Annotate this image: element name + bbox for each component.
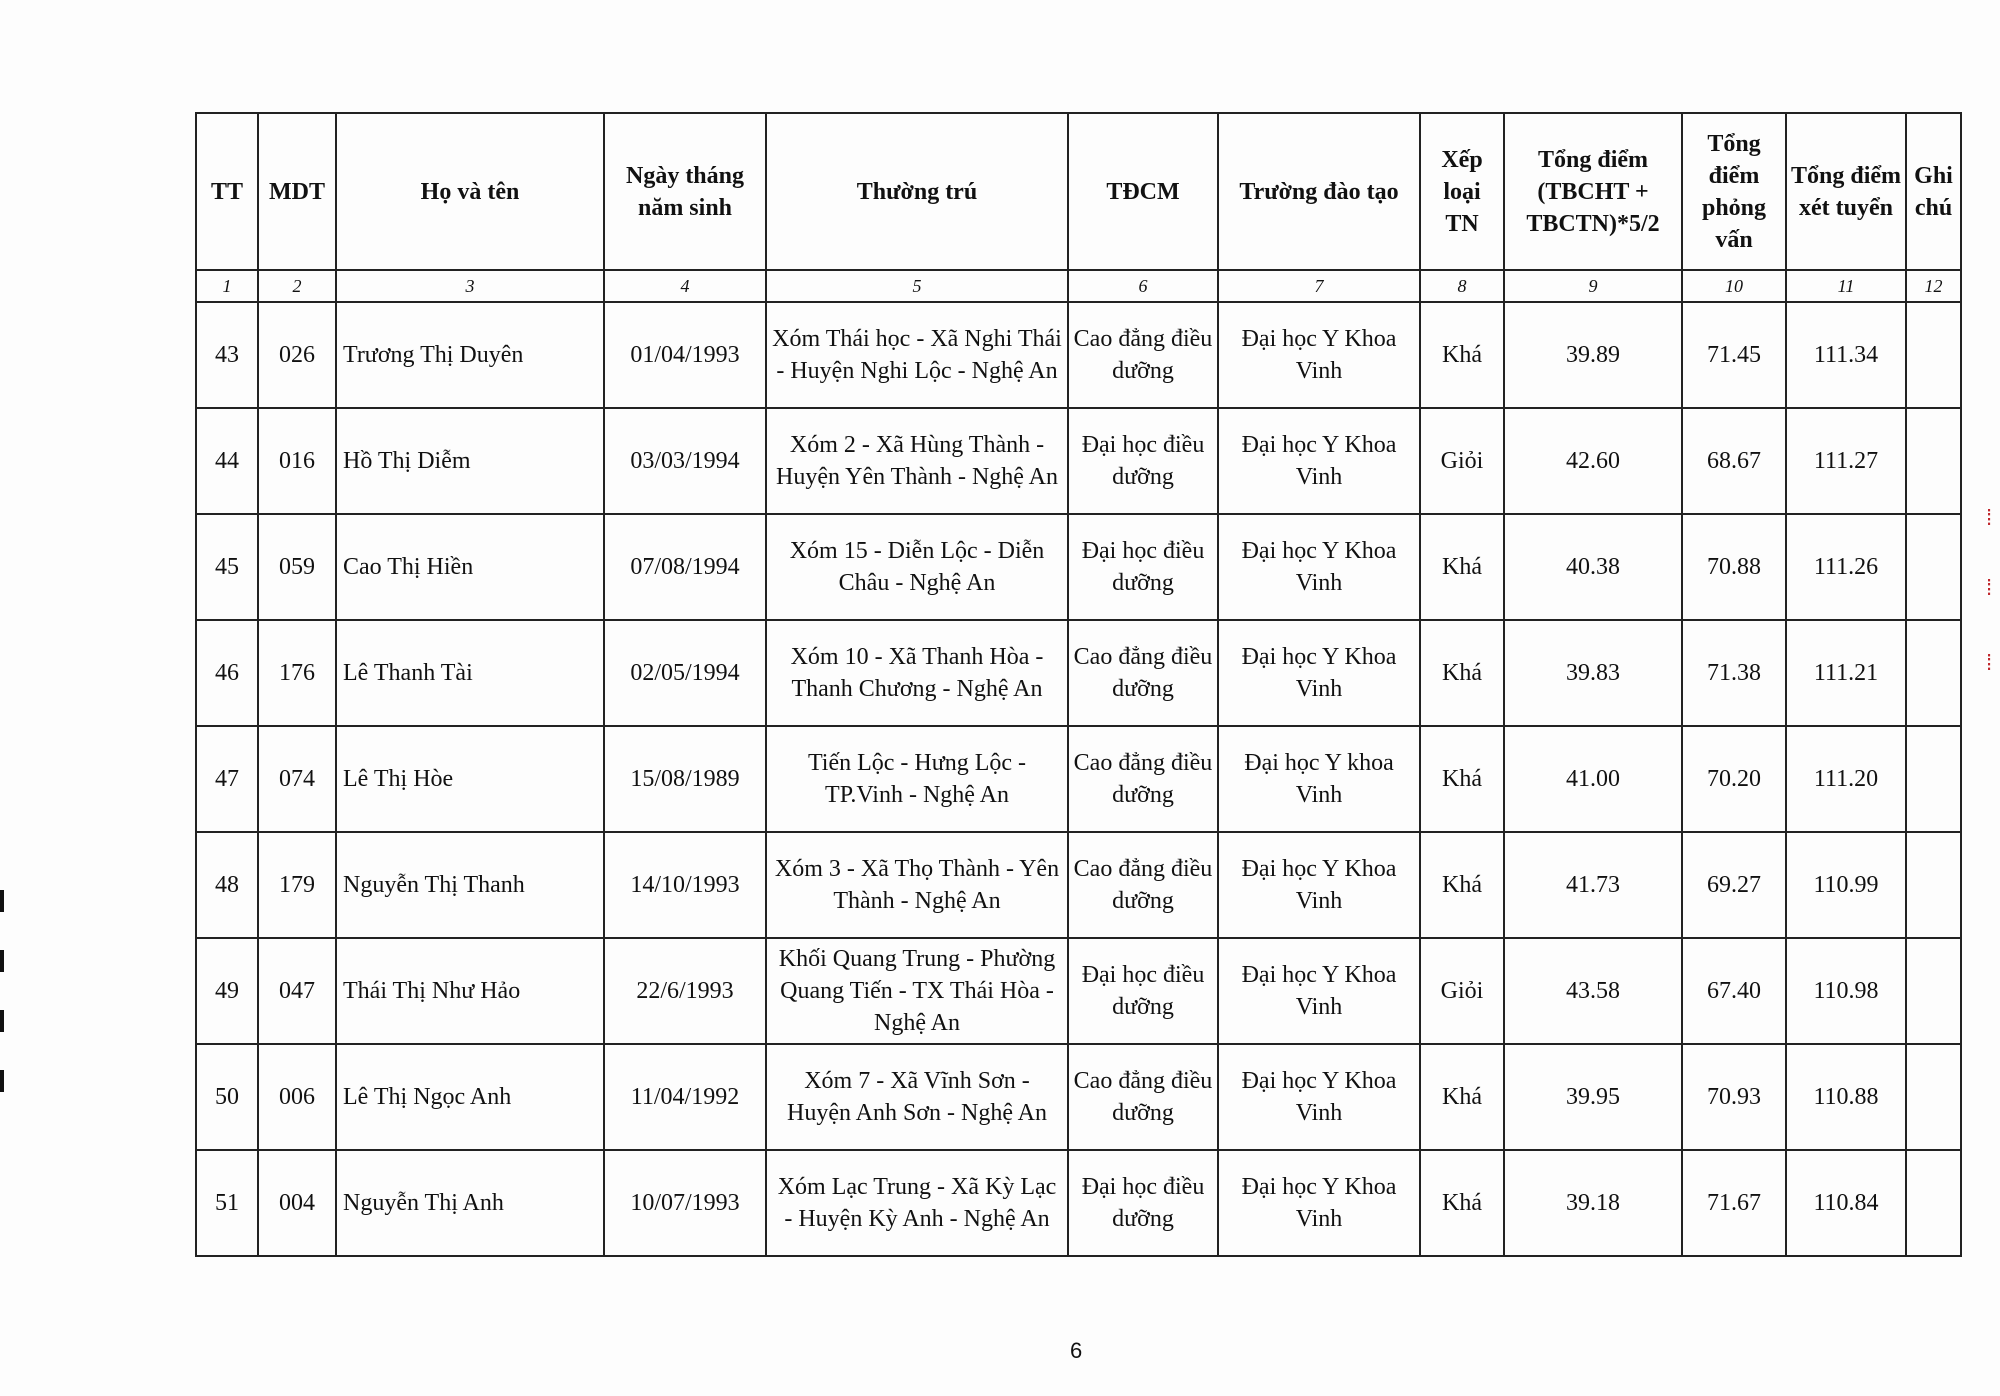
cell-score: 39.18 <box>1504 1150 1682 1256</box>
cell-mdt: 047 <box>258 938 336 1044</box>
table-row <box>196 1150 1961 1256</box>
cell-level: Cao đẳng điều dưỡng <box>1068 1044 1218 1150</box>
cell-school: Đại học Y Khoa Vinh <box>1218 1044 1420 1150</box>
cell-note <box>1906 1150 1961 1256</box>
cell-mdt: 179 <box>258 832 336 938</box>
cell-level: Đại học điều dưỡng <box>1068 1150 1218 1256</box>
column-number: 7 <box>1218 270 1420 302</box>
cell-school: Đại học Y Khoa Vinh <box>1218 514 1420 620</box>
header-address: Thường trú <box>766 113 1068 270</box>
cell-dob: 02/05/1994 <box>604 620 766 726</box>
cell-interview: 70.88 <box>1682 514 1786 620</box>
table-row <box>196 408 1961 514</box>
cell-level: Đại học điều dưỡng <box>1068 408 1218 514</box>
cell-score: 41.73 <box>1504 832 1682 938</box>
cell-school: Đại học Y Khoa Vinh <box>1218 832 1420 938</box>
cell-interview: 71.45 <box>1682 302 1786 408</box>
cell-tt: 48 <box>196 832 258 938</box>
table-row <box>196 620 1961 726</box>
header-tt: TT <box>196 113 258 270</box>
cell-dob: 01/04/1993 <box>604 302 766 408</box>
cell-dob: 11/04/1992 <box>604 1044 766 1150</box>
cell-address: Tiến Lộc - Hưng Lộc - TP.Vinh - Nghệ An <box>766 726 1068 832</box>
cell-address: Xóm 10 - Xã Thanh Hòa - Thanh Chương - Nghệ An <box>766 620 1068 726</box>
table-row <box>196 832 1961 938</box>
cell-total: 110.84 <box>1786 1150 1906 1256</box>
cell-mdt: 074 <box>258 726 336 832</box>
table-row <box>196 514 1961 620</box>
page-number: 6 <box>1070 1338 1083 1363</box>
binding-mark <box>0 890 4 912</box>
column-number: 10 <box>1682 270 1786 302</box>
cell-tt: 50 <box>196 1044 258 1150</box>
results-table-wrapper <box>195 112 1960 1257</box>
cell-total: 111.26 <box>1786 514 1906 620</box>
header-note: Ghi chú <box>1906 113 1961 270</box>
cell-level: Cao đẳng điều dưỡng <box>1068 302 1218 408</box>
cell-note <box>1906 620 1961 726</box>
cell-address: Khối Quang Trung - Phường Quang Tiến - TX Thái Hòa - Nghệ An <box>766 938 1068 1044</box>
stamp-fragment-icon: ⁞ <box>1986 650 1993 675</box>
header-dob: Ngày tháng năm sinh <box>604 113 766 270</box>
cell-total: 111.20 <box>1786 726 1906 832</box>
header-total: Tổng điểm xét tuyển <box>1786 113 1906 270</box>
cell-dob: 03/03/1994 <box>604 408 766 514</box>
cell-mdt: 006 <box>258 1044 336 1150</box>
cell-note <box>1906 514 1961 620</box>
cell-dob: 10/07/1993 <box>604 1150 766 1256</box>
cell-tt: 45 <box>196 514 258 620</box>
cell-rank: Khá <box>1420 1150 1504 1256</box>
cell-interview: 70.93 <box>1682 1044 1786 1150</box>
cell-name: Lê Thị Hòe <box>336 726 604 832</box>
results-table <box>195 112 1962 1257</box>
header-level: TĐCM <box>1068 113 1218 270</box>
cell-school: Đại học Y Khoa Vinh <box>1218 408 1420 514</box>
cell-total: 110.88 <box>1786 1044 1906 1150</box>
cell-rank: Khá <box>1420 302 1504 408</box>
cell-total: 111.34 <box>1786 302 1906 408</box>
cell-tt: 46 <box>196 620 258 726</box>
cell-rank: Khá <box>1420 1044 1504 1150</box>
cell-address: Xóm 2 - Xã Hùng Thành - Huyện Yên Thành - Nghệ An <box>766 408 1068 514</box>
cell-dob: 07/08/1994 <box>604 514 766 620</box>
cell-dob: 15/08/1989 <box>604 726 766 832</box>
binding-mark <box>0 1010 4 1032</box>
cell-tt: 44 <box>196 408 258 514</box>
cell-address: Xóm 15 - Diễn Lộc - Diễn Châu - Nghệ An <box>766 514 1068 620</box>
cell-tt: 43 <box>196 302 258 408</box>
cell-level: Cao đẳng điều dưỡng <box>1068 620 1218 726</box>
cell-name: Lê Thị Ngọc Anh <box>336 1044 604 1150</box>
cell-note <box>1906 832 1961 938</box>
header-score: Tổng điểm (TBCHT + TBCTN)*5/2 <box>1504 113 1682 270</box>
cell-total: 110.98 <box>1786 938 1906 1044</box>
cell-score: 40.38 <box>1504 514 1682 620</box>
header-name: Họ và tên <box>336 113 604 270</box>
cell-school: Đại học Y Khoa Vinh <box>1218 938 1420 1044</box>
header-mdt: MDT <box>258 113 336 270</box>
cell-note <box>1906 726 1961 832</box>
cell-name: Trương Thị Duyên <box>336 302 604 408</box>
stamp-fragment-icon: ⁞ <box>1986 505 1993 530</box>
stamp-fragment-icon: ⁞ <box>1986 575 1993 600</box>
cell-rank: Giỏi <box>1420 938 1504 1044</box>
cell-level: Đại học điều dưỡng <box>1068 514 1218 620</box>
column-number: 2 <box>258 270 336 302</box>
cell-score: 42.60 <box>1504 408 1682 514</box>
table-row <box>196 726 1961 832</box>
cell-mdt: 004 <box>258 1150 336 1256</box>
column-number: 9 <box>1504 270 1682 302</box>
table-row <box>196 938 1961 1044</box>
cell-school: Đại học Y Khoa Vinh <box>1218 1150 1420 1256</box>
cell-interview: 71.67 <box>1682 1150 1786 1256</box>
cell-address: Xóm Lạc Trung - Xã Kỳ Lạc - Huyện Kỳ Anh - Nghệ An <box>766 1150 1068 1256</box>
cell-rank: Khá <box>1420 832 1504 938</box>
binding-mark <box>0 1070 4 1092</box>
cell-total: 110.99 <box>1786 832 1906 938</box>
column-number: 11 <box>1786 270 1906 302</box>
cell-rank: Giỏi <box>1420 408 1504 514</box>
binding-mark <box>0 950 4 972</box>
cell-name: Nguyễn Thị Anh <box>336 1150 604 1256</box>
cell-level: Đại học điều dưỡng <box>1068 938 1218 1044</box>
cell-interview: 71.38 <box>1682 620 1786 726</box>
cell-total: 111.21 <box>1786 620 1906 726</box>
cell-rank: Khá <box>1420 726 1504 832</box>
cell-score: 39.95 <box>1504 1044 1682 1150</box>
column-number: 4 <box>604 270 766 302</box>
cell-interview: 69.27 <box>1682 832 1786 938</box>
cell-mdt: 176 <box>258 620 336 726</box>
cell-name: Nguyễn Thị Thanh <box>336 832 604 938</box>
cell-mdt: 059 <box>258 514 336 620</box>
table-row <box>196 1044 1961 1150</box>
cell-interview: 68.67 <box>1682 408 1786 514</box>
cell-school: Đại học Y Khoa Vinh <box>1218 302 1420 408</box>
column-number: 1 <box>196 270 258 302</box>
cell-name: Hồ Thị Diễm <box>336 408 604 514</box>
cell-address: Xóm 7 - Xã Vĩnh Sơn - Huyện Anh Sơn - Nghệ An <box>766 1044 1068 1150</box>
column-number: 8 <box>1420 270 1504 302</box>
cell-name: Lê Thanh Tài <box>336 620 604 726</box>
cell-note <box>1906 302 1961 408</box>
header-rank: Xếp loại TN <box>1420 113 1504 270</box>
column-number-row <box>196 270 1961 302</box>
header-school: Trường đào tạo <box>1218 113 1420 270</box>
cell-level: Cao đẳng điều dưỡng <box>1068 726 1218 832</box>
table-header-row <box>196 113 1961 270</box>
cell-mdt: 016 <box>258 408 336 514</box>
cell-rank: Khá <box>1420 620 1504 726</box>
column-number: 6 <box>1068 270 1218 302</box>
cell-tt: 49 <box>196 938 258 1044</box>
cell-tt: 51 <box>196 1150 258 1256</box>
cell-mdt: 026 <box>258 302 336 408</box>
cell-level: Cao đẳng điều dưỡng <box>1068 832 1218 938</box>
cell-interview: 70.20 <box>1682 726 1786 832</box>
cell-score: 39.89 <box>1504 302 1682 408</box>
cell-tt: 47 <box>196 726 258 832</box>
table-row <box>196 302 1961 408</box>
cell-score: 43.58 <box>1504 938 1682 1044</box>
cell-note <box>1906 408 1961 514</box>
cell-school: Đại học Y Khoa Vinh <box>1218 620 1420 726</box>
header-interview: Tổng điểm phỏng vấn <box>1682 113 1786 270</box>
cell-total: 111.27 <box>1786 408 1906 514</box>
cell-school: Đại học Y khoa Vinh <box>1218 726 1420 832</box>
cell-name: Cao Thị Hiền <box>336 514 604 620</box>
cell-address: Xóm 3 - Xã Thọ Thành - Yên Thành - Nghệ An <box>766 832 1068 938</box>
cell-dob: 14/10/1993 <box>604 832 766 938</box>
cell-score: 39.83 <box>1504 620 1682 726</box>
cell-dob: 22/6/1993 <box>604 938 766 1044</box>
cell-interview: 67.40 <box>1682 938 1786 1044</box>
cell-rank: Khá <box>1420 514 1504 620</box>
cell-note <box>1906 1044 1961 1150</box>
cell-note <box>1906 938 1961 1044</box>
cell-name: Thái Thị Như Hảo <box>336 938 604 1044</box>
column-number: 3 <box>336 270 604 302</box>
column-number: 5 <box>766 270 1068 302</box>
cell-score: 41.00 <box>1504 726 1682 832</box>
column-number: 12 <box>1906 270 1961 302</box>
cell-address: Xóm Thái học - Xã Nghi Thái - Huyện Nghi Lộc - Nghệ An <box>766 302 1068 408</box>
